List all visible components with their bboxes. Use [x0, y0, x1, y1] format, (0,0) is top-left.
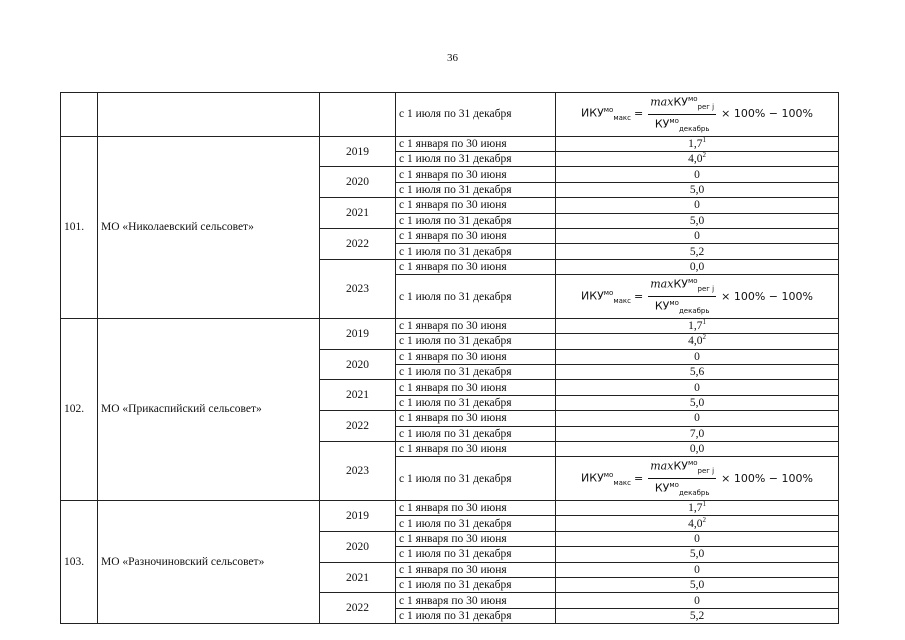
table-row: [61, 136, 839, 151]
year-cell: 2020: [320, 349, 396, 380]
value-text: 0,0: [689, 261, 705, 273]
formula-max-index: [581, 275, 813, 318]
entity-name: МО «Николаевский сельсовет»: [98, 136, 320, 318]
formula-equals-sign: =: [634, 107, 644, 121]
value-text: 0: [694, 168, 700, 181]
value-text: 0: [694, 533, 700, 546]
value-cell: [556, 182, 839, 197]
entity-name: МО «Прикаспийский сельсовет»: [98, 318, 320, 500]
formula-lhs-sub: макс: [613, 114, 632, 123]
table-row: [61, 93, 839, 137]
value-text: 5,6: [689, 366, 705, 379]
formula-lhs-sup: мо: [603, 106, 614, 115]
formula-fraction: [648, 457, 716, 500]
formula-num-main: КУ: [673, 460, 688, 474]
period-cell: с 1 января по 30 июня: [396, 349, 556, 364]
formula-tail: × 100% − 100%: [721, 471, 813, 485]
period-cell: с 1 января по 30 июня: [396, 136, 556, 151]
value-cell: [556, 578, 839, 593]
year-cell: 2021: [320, 380, 396, 411]
value-text: 5,2: [689, 610, 705, 623]
formula-lhs: [581, 468, 631, 490]
formula-den-main: КУ: [654, 299, 670, 313]
value-text: 0: [694, 230, 700, 243]
formula-den-sup: мо: [669, 299, 679, 308]
entity-number: 103.: [61, 501, 98, 624]
value-cell: [556, 608, 839, 623]
value-text: 0: [694, 563, 700, 576]
year-cell: 2023: [320, 259, 396, 318]
period-cell: с 1 июля по 31 декабря: [396, 578, 556, 593]
period-cell: с 1 июля по 31 декабря: [396, 365, 556, 380]
period-cell: с 1 июля по 31 декабря: [396, 213, 556, 228]
formula-num-sup: мо: [687, 459, 698, 468]
value-text: 1,7: [688, 137, 703, 150]
formula-denominator: [653, 115, 712, 136]
value-text: 0: [694, 412, 700, 425]
value-text: 0: [694, 350, 700, 363]
formula-num-prefix: max: [650, 460, 674, 474]
value-cell: [556, 334, 839, 349]
period-cell: с 1 июля по 31 декабря: [396, 547, 556, 562]
period-cell: с 1 января по 30 июня: [396, 259, 556, 274]
value-text: 5,0: [689, 184, 705, 197]
formula-numerator: [648, 93, 716, 115]
formula-numerator: [648, 275, 716, 297]
period-cell: с 1 января по 30 июня: [396, 229, 556, 244]
year-cell: 2021: [320, 198, 396, 229]
period-cell: с 1 января по 30 июня: [396, 442, 556, 457]
value-text: 0,0: [689, 443, 705, 456]
value-cell: [556, 457, 839, 501]
value-cell: [556, 426, 839, 441]
formula-fraction: [648, 93, 716, 136]
value-cell: [556, 516, 839, 531]
period-cell: с 1 января по 30 июня: [396, 593, 556, 608]
table-row: [61, 501, 839, 516]
footnote-mark: 2: [702, 151, 706, 160]
value-text: 4,0: [688, 335, 703, 348]
value-text: 4,0: [688, 153, 703, 166]
period-cell: с 1 января по 30 июня: [396, 380, 556, 395]
value-cell: [556, 229, 839, 244]
value-text: 0: [694, 381, 700, 394]
year-cell: 2020: [320, 531, 396, 562]
entity-number: 102.: [61, 318, 98, 500]
period-cell: с 1 января по 30 июня: [396, 531, 556, 546]
formula-den-main: КУ: [654, 117, 670, 131]
footnote-mark: 2: [702, 515, 706, 524]
period-cell: с 1 июля по 31 декабря: [396, 608, 556, 623]
year-cell: 2022: [320, 229, 396, 260]
formula-lhs-main: ИКУ: [581, 107, 604, 121]
formula-num-prefix: max: [650, 277, 674, 291]
value-cell: [556, 152, 839, 167]
table-row: [61, 318, 839, 333]
formula-num-sub: рег j: [697, 102, 715, 111]
value-text: 0: [694, 594, 700, 607]
value-cell: [556, 93, 839, 137]
year-cell: 2022: [320, 593, 396, 624]
formula-lhs: [581, 103, 631, 125]
formula-lhs-main: ИКУ: [581, 289, 604, 303]
period-cell: с 1 января по 30 июня: [396, 318, 556, 333]
value-cell: [556, 167, 839, 182]
page-number: 36: [447, 52, 458, 64]
value-cell: [556, 244, 839, 259]
entity-name: МО «Разночиновский сельсовет»: [98, 501, 320, 624]
formula-den-main: КУ: [654, 481, 670, 495]
mo-cell: [98, 93, 320, 137]
value-cell: [556, 593, 839, 608]
formula-num-sup: мо: [687, 95, 698, 103]
formula-num-sup: мо: [687, 277, 698, 286]
value-text: 0: [694, 199, 700, 212]
year-cell: 2019: [320, 501, 396, 532]
period-cell: с 1 января по 30 июня: [396, 198, 556, 213]
value-cell: [556, 275, 839, 319]
formula-den-sub: декабрь: [678, 306, 710, 315]
period-cell: с 1 июля по 31 декабря: [396, 275, 556, 319]
formula-lhs-sup: мо: [603, 288, 614, 297]
period-cell: с 1 июля по 31 декабря: [396, 93, 556, 137]
value-text: 5,0: [689, 548, 705, 561]
footnote-mark: 2: [702, 333, 706, 342]
value-text: 1,7: [688, 502, 703, 515]
value-cell: [556, 259, 839, 274]
period-cell: с 1 июля по 31 декабря: [396, 395, 556, 410]
year-cell: 2019: [320, 318, 396, 349]
value-cell: [556, 318, 839, 333]
formula-lhs-main: ИКУ: [581, 471, 604, 485]
formula-denominator: [653, 297, 712, 318]
period-cell: с 1 июля по 31 декабря: [396, 152, 556, 167]
year-cell: 2023: [320, 442, 396, 501]
formula-max-index: [581, 457, 813, 500]
formula-numerator: [648, 457, 716, 479]
value-text: 5,0: [689, 397, 705, 410]
formula-lhs-sub: макс: [613, 478, 632, 487]
period-cell: с 1 июля по 31 декабря: [396, 334, 556, 349]
period-cell: с 1 июля по 31 декабря: [396, 182, 556, 197]
formula-tail: × 100% − 100%: [721, 107, 813, 121]
value-cell: [556, 349, 839, 364]
formula-lhs-sub: макс: [613, 296, 632, 305]
period-cell: с 1 января по 30 июня: [396, 411, 556, 426]
year-cell: 2019: [320, 136, 396, 167]
formula-max-index: [581, 93, 813, 136]
formula-lhs: [581, 286, 631, 308]
year-cell: 2020: [320, 167, 396, 198]
value-cell: [556, 198, 839, 213]
period-cell: с 1 января по 30 июня: [396, 501, 556, 516]
value-cell: [556, 395, 839, 410]
formula-num-main: КУ: [673, 277, 688, 291]
value-cell: [556, 501, 839, 516]
formula-denominator: [653, 479, 712, 500]
formula-den-sup: мо: [669, 481, 679, 490]
year-cell: [320, 93, 396, 137]
value-cell: [556, 136, 839, 151]
footnote-mark: 1: [702, 136, 706, 145]
footnote-mark: 1: [702, 500, 706, 509]
period-cell: с 1 июля по 31 декабря: [396, 244, 556, 259]
value-cell: [556, 365, 839, 380]
value-text: 1,7: [688, 320, 703, 333]
formula-tail: × 100% − 100%: [721, 289, 813, 303]
value-text: 7,0: [689, 427, 705, 440]
value-cell: [556, 547, 839, 562]
formula-den-sub: декабрь: [678, 489, 710, 498]
year-cell: 2021: [320, 562, 396, 593]
value-cell: [556, 411, 839, 426]
footnote-mark: 1: [702, 318, 706, 327]
value-cell: [556, 213, 839, 228]
formula-fraction: [648, 275, 716, 318]
formula-equals-sign: =: [634, 471, 644, 485]
value-text: 5,0: [689, 579, 705, 592]
period-cell: с 1 июля по 31 декабря: [396, 426, 556, 441]
formula-num-sub: рег j: [697, 285, 715, 294]
formula-num-prefix: max: [650, 95, 674, 109]
period-cell: с 1 июля по 31 декабря: [396, 516, 556, 531]
value-cell: [556, 380, 839, 395]
formula-num-sub: рег j: [697, 467, 715, 476]
formula-lhs-sup: мо: [603, 470, 614, 479]
formula-den-sub: декабрь: [678, 124, 710, 133]
value-text: 4,0: [688, 517, 703, 530]
entity-number: 101.: [61, 136, 98, 318]
year-cell: 2022: [320, 411, 396, 442]
value-cell: [556, 531, 839, 546]
tariff-index-table: [60, 92, 839, 624]
num-cell: [61, 93, 98, 137]
value-text: 5,2: [689, 245, 705, 258]
value-text: 5,0: [689, 214, 705, 227]
formula-equals-sign: =: [634, 289, 644, 303]
value-cell: [556, 562, 839, 577]
formula-den-sup: мо: [669, 116, 679, 125]
period-cell: с 1 июля по 31 декабря: [396, 457, 556, 501]
value-cell: [556, 442, 839, 457]
period-cell: с 1 января по 30 июня: [396, 562, 556, 577]
formula-num-main: КУ: [673, 95, 688, 109]
period-cell: с 1 января по 30 июня: [396, 167, 556, 182]
